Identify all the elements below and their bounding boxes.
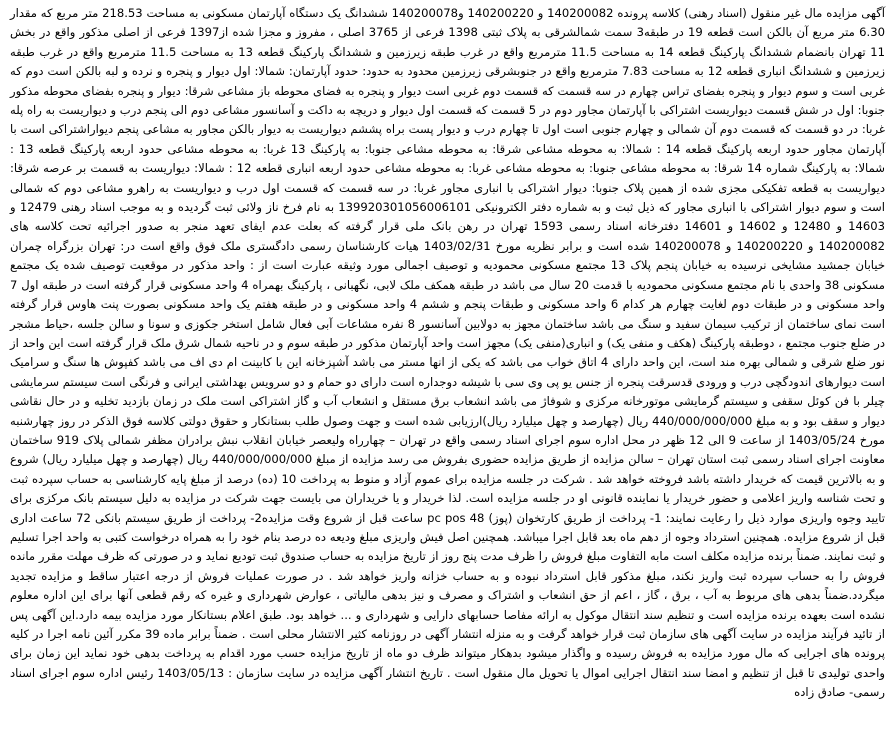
auction-notice-text: آگهی مزایده مال غیر منقول (اسناد رهنی) کلاسه پرونده 140200082 و 140200220 و140200078 ششدانگ یک دستگاه آپارتمان مسکونی به مساحت 218.53 متر مربع که مقدار 6.30 متر مربع آن بالکن است قطعه 19 در طبقه3 سمت شمالشرقی به پلاک ثبتی 1398 فرعی از 3765 اصلی ، مفروز و مجزا شده از1397 فرعی از اصلی مذکور واقع در بخش 11 تهران بانضمام ششدانگ پارکینگ قطعه 14 به مساحت 11.5 مترمربع واقع در غرب طبقه زیرزمین و ششدانگ پارکینگ قطعه 13 به مساحت 11.5 مترمربع واقع در غرب طبقه زیرزمین و ششدانگ انباری قطعه 12 به مساحت 7.83 مترمربع واقع در جنوبشرقی زیرزمین محدود به حدود: حدود آپارتمان: شمالا: اول دیوار و پنجره و نرده و لبه بالکن است دوم که غربی است و سوم دیوار و پنجره بفضای تراس چهارم در سه قسمت که قسمت دوم غربی است دیوار و پنجره به فضای محوطه باز مشاعی شرقا: دیوار و پنجره بفضای محوطه مذکور جنوبا: اول در شش قسمت دیواریست اشتراکی با آپارتمان مجاور دوم در 5 قسمت که قسمت اول دیوار و دریچه به داکت و آسانسور مشاعی دوم الی پنجم درب و دیواریست به راه پله غربا: در دو قسمت که قسمت دوم آن شمالی و چهارم جنوبی است اول تا چهارم درب و دیوار پست براه پششم دیواریست به دیوار بالکن مجاور به مشاعی پنجم دیواراشتراکی است با آپارتمان مجاور حدود اربعه پارکینگ قطعه 14 : شمالا: به محوطه مشاعی شرقا: به محوطه مشاعی جنوبا: به پارکینگ 13 غربا: به محوطه مشاعی حدود اربعه پارکینگ قطعه 13 : شمالا: به پارکینگ شماره 14 شرقا: به محوطه مشاعی جنوبا: به محوطه مشاعی غربا: به محوطه مشاعی حدود اربعه انباری قطعه 12 : شمالا: دیواریست به قسمت بر عرصه شرقا: دیواریست به قطعه تفکیکی مجزی شده از همین پلاک جنوبا: دیوار اشتراکی با انباری مجاور غربا: در سه قسمت که قسمت اول درب و دیواریست به راهرو مشاعی دوم که شمالی است و سوم دیوار اشتراکی با انباری مجاور که ذیل ثبت و به شماره دفتر الکترونیکی 139920301056006101 به نام فرخ ناز ولائی ثبت گردیده و به موجب اسناد رهنی 12479 و 14603 و 12480 و 14602 و 14601 دفترخانه اسناد رسمی 1593 تهران در رهن بانک ملی قرار گرفته که بعلت عدم ایفای تعهد منجر به صدور اجرائیه تحت کلاسه های 140200082 و 140200220 و 140200078 شده است و برابر نظریه مورخ 1403/02/31 هیات کارشناسان رسمی دادگستری ملک فوق واقع است در: تهران بزرگراه چمران خیابان جمشید مشایخی نرسیده به خیابان پنجم پلاک 13 مجتمع مسکونی محموديه و توصیف اجمالی مورد وثیقه عبارت است از : واحد مذکور در موقعیت توصیف شده یک مجتمع مسکونی 38 واحدی با نام مجتمع مسکونی محموديه با قدمت 20 سال می باشد در طبقه همکف ملک لابی، نگهبانی ، پارکینگ بهمراه 4 واحد مسکونی قرار گرفته است در طبقه اول 7 واحد مسکونی و در طبقات دوم لغایت چهارم هر کدام 6 واحد مسکونی و طبقات پنجم و ششم 4 واحد مسکونی و در طبقه هفتم یک واحد مسکونی بصورت پنت هاوس قرار گرفته است نمای ساختمان از ترکیب سیمان سفید و سنگ می باشد ساختمان مجهز به دولابین آسانسور 8 نفره مشاعات آبی فعال شامل استخر جکوزی و سونا و سالن جلسه ،حیاط مشجر در ضلع جنوب مجتمع ، دوطبقه پارکینگ (هکف و منفی یک) و انباری(منفی یک) مجهز است واحد آپارتمان مذکور در طبقه سوم و در ناحیه شمال شرق ملک قرار گرفته است این واحد از نور ضلع شرقی و شمالی بهره مند است، این واحد دارای 4 اتاق خواب می باشد که یکی از انها مستر می باشد آشپزخانه این با کابینت ام دی اف می باشد کفپوش ها سنگ و سرامیک است دیوارهای اندودگچی درب و ورودی قدسرقت پنجره از جنس یو پی وی سی با شیشه دوجداره است دارای دو حمام و دو سرویس بهداشتی ایرانی و فرنگی است سیستم سرمایشی چیلر با فن کوئل سقفی و سیستم گرمایشی موتورخانه مرکزی و شوفاژ می باشد انشعاب برق مستقل و انشعاب آب و گاز اشتراکی است ملک در زمان بازدید تخلیه و در حال نقاشی دیوار و سقف بود و به مبلغ 440/000/000/000 ریال (چهارصد و چهل میلیارد ریال)ارزیابی شده است و جهت وصول طلب بستانکار و حقوق دولتی کلاسه فوق الذکر در روز چهارشنبه مورخ 1403/05/24 از ساعت 9 الی 12 ظهر در محل اداره سوم اجرای اسناد رسمی واقع در تهران – چهارراه ولیعصر خیابان انقلاب نبش برادران مظفر شمالی پلاک 919 ساختمان معاونت اجرای اسناد رسمی ثبت استان تهران – سالن مزایده از طریق مزایده حضوری بفروش می رسد مزایده از مبلغ 440/000/000/000 ریال (چهارصد و چهل میلیارد ریال) شروع و به بالاترین قیمت که خریدار داشته باشد فروخته خواهد شد . شرکت در جلسه مزایده برای عموم آزاد و منوط به پرداخت 10 (ده) درصد از مبلغ پایه کارشناسی به حساب سپرده ثبت و تحت شناسه واریز اعلامی و حضور خریدار یا نماینده قانونی او در جلسه مزایده است. لذا خریدار و یا خریداران می بایست جهت شرکت در مزایده به دلیل سیستم بانک مرکزی برای تایید وجوه واریزی موارد ذیل را رعایت نمایند: 1- پرداخت از طریق کارتخوان (پوز) pc pos 48 ساعت قبل از شروع وقت مزایده2- پرداخت از طریق سیستم بانکی 72 ساعت اداری قبل از شروع مزایده. همچنین استرداد وجوه از دهم ماه بعد قابل اجرا میباشد. همچنین اصل فیش واریزی مبلغ ودیعه ده درصد بنام خود را به همراه درخواست کتبی به واحد اجرا تسلیم و ثبت نمایند. ضمناً برنده مزایده مکلف است مابه التفاوت مبلغ فروش را ظرف مدت پنج روز از تاریخ مزایده به حساب صندوق ثبت تودیع نماید و در صورتی که ظرف مهلت مقرر مانده فروش را به حساب سپرده ثبت واریز نکند، مبلغ مذکور قابل استرداد نبوده و به حساب خزانه واریز خواهد شد . در صورت عملیات فروش از درجه اعتبار ساقط و مزایده تجدید میگردد.ضمناً بدهی های مربوط به آب ، برق ، گاز ، اعم از حق انشعاب و اشتراک و مصرف و نیز بدهی مالیاتی ، عوارض شهرداری و غیره که رقم قطعی آنها برای این اداره معلوم نشده است بعهده برنده مزایده است و تنظیم سند انتقال موکول به ارائه مفاصا حسابهای دارایی و شهرداری و ... خواهد بود. طبق اعلام بستانکار مورد مزایده بیمه دارد.این آگهی پس از تائید فرآیند مزایده در سایت آگهی های سازمان ثبت قرار خواهد گرفت و به منزله انتشار آگهی در روزنامه کثیر الانتشار محلی است . ضمناً برابر ماده 39 مکرر آئین نامه اجرا در کلیه پرونده های اجرایی که مال مورد مزایده به فروش رسیده و واگذار میشود بدهکار میتواند ظرف دو ماه از تاریخ مزایده حسب مورد اقدام به پرداخت بدهی خود نماید این زمان برای واحدی تولیدی تا قبل از تنظیم و امضا سند انتقال اجرایی اموال یا تحویل مال منقول است . تاریخ انتشار آگهی مزایده در سایت سازمان : 1403/05/13 رئیس اداره سوم اجرای اسناد رسمی- صادق زاده [9, 6, 886, 700]
